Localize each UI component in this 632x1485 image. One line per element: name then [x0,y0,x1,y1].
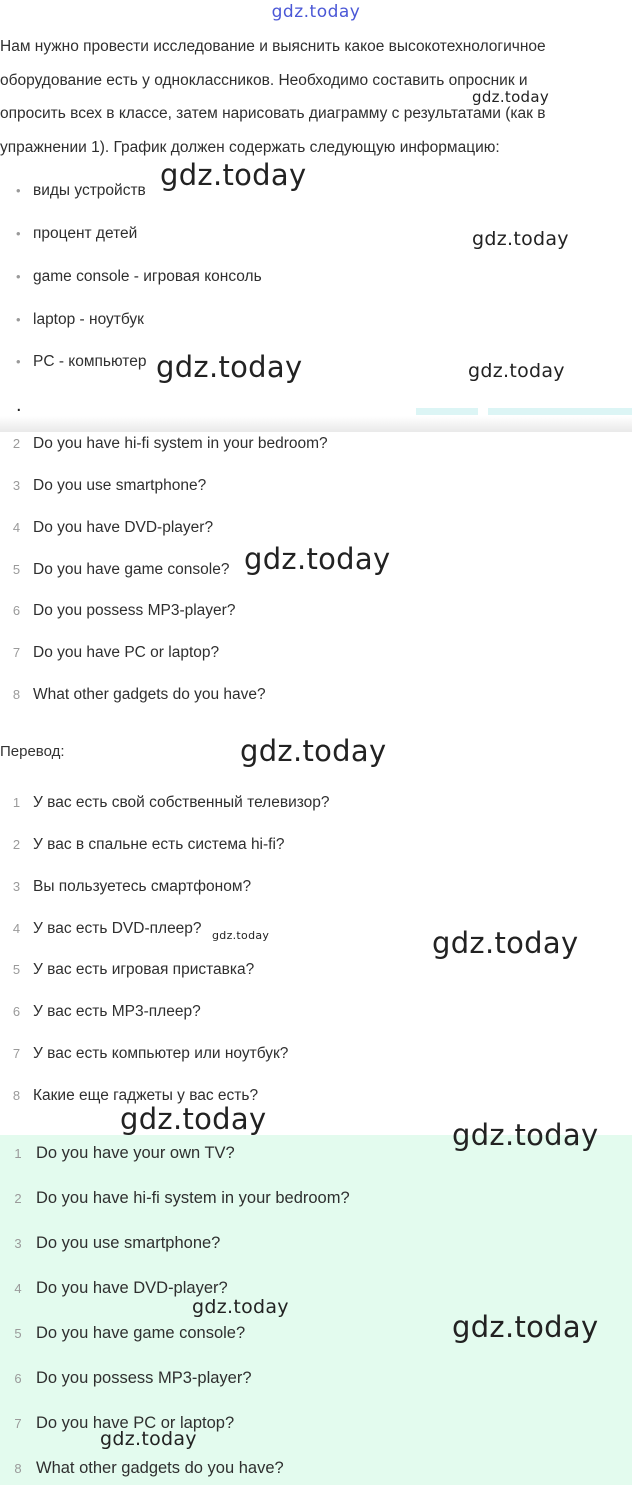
question-item: 3 Do you use smartphone? [12,477,207,494]
decorative-bar [488,408,632,415]
question-item: 7 Do you have PC or laptop? [14,1414,235,1432]
question-item: 4 Do you have DVD-player? [14,1279,228,1297]
site-logo[interactable]: gdz.today [271,2,361,22]
question-item: 5 У вас есть игровая приставка? [12,961,255,978]
bullet-icon: • [16,312,21,327]
decorative-bar [416,408,478,415]
bullet-icon: • [16,269,21,284]
intro-line: Нам нужно провести исследование и выяснить какое высокотехнологичное [0,38,546,55]
question-item: 3 Do you use smartphone? [14,1234,221,1252]
question-item: 6 У вас есть MP3-плеер? [12,1003,201,1020]
question-item: 7 Do you have PC or laptop? [12,644,220,661]
question-item: 3 Вы пользуетесь смартфоном? [12,878,252,895]
question-item: 6 Do you possess MP3-player? [12,602,236,619]
question-item: 7 У вас есть компьютер или ноутбук? [12,1045,289,1062]
list-item: • PC - компьютер [16,353,147,370]
question-item: 8 What other gadgets do you have? [12,686,266,703]
question-item: 5 Do you have game console? [14,1324,246,1342]
watermark: gdz.today [212,929,270,942]
question-item: 2 У вас в спальне есть система hi-fi? [12,836,285,853]
question-item: 6 Do you possess MP3-player? [14,1369,252,1387]
watermark: gdz.today [244,542,391,576]
watermark: gdz.today [100,1428,197,1450]
watermark: gdz.today [468,360,565,382]
bullet-icon: • [16,354,21,369]
question-item: 8 Какие еще гаджеты у вас есть? [12,1087,259,1104]
question-item: 4 У вас есть DVD-плеер? [12,920,202,937]
question-item: 2 Do you have hi-fi system in your bedroom? [14,1189,350,1207]
list-item: • laptop - ноутбук [16,311,144,328]
list-item: • процент детей [16,225,138,242]
question-item: 4 Do you have DVD-player? [12,519,214,536]
question-item: 1 У вас есть свой собственный телевизор? [12,794,330,811]
watermark: gdz.today [120,1102,267,1136]
watermark: gdz.today [156,350,303,384]
bullet-icon: • [16,226,21,241]
stray-dot: . [16,394,22,416]
intro-line: опросить всех в классе, затем нарисовать диаграмму с результатами (как в [0,105,546,122]
watermark: gdz.today [192,1296,289,1318]
question-item: 2 Do you have hi-fi system in your bedroom? [12,435,328,452]
question-item: 1 Do you have your own TV? [14,1144,235,1162]
question-item: 5 Do you have game console? [12,561,230,578]
list-item: • виды устройств [16,182,146,199]
watermark: gdz.today [472,88,550,106]
watermark: gdz.today [432,926,579,960]
list-item: • game console - игровая консоль [16,268,262,285]
watermark: gdz.today [452,1310,599,1344]
watermark: gdz.today [240,734,387,768]
intro-line: оборудование есть у одноклассников. Необходимо составить опросник и [0,71,528,89]
section-divider [0,416,632,432]
bullet-icon: • [16,183,21,198]
watermark: gdz.today [452,1118,599,1152]
translation-heading: Перевод: [0,743,65,760]
question-item: 8 What other gadgets do you have? [14,1459,284,1477]
intro-line: упражнении 1). График должен содержать следующую информацию: [0,138,500,156]
watermark: gdz.today [160,158,307,192]
watermark: gdz.today [472,228,569,250]
